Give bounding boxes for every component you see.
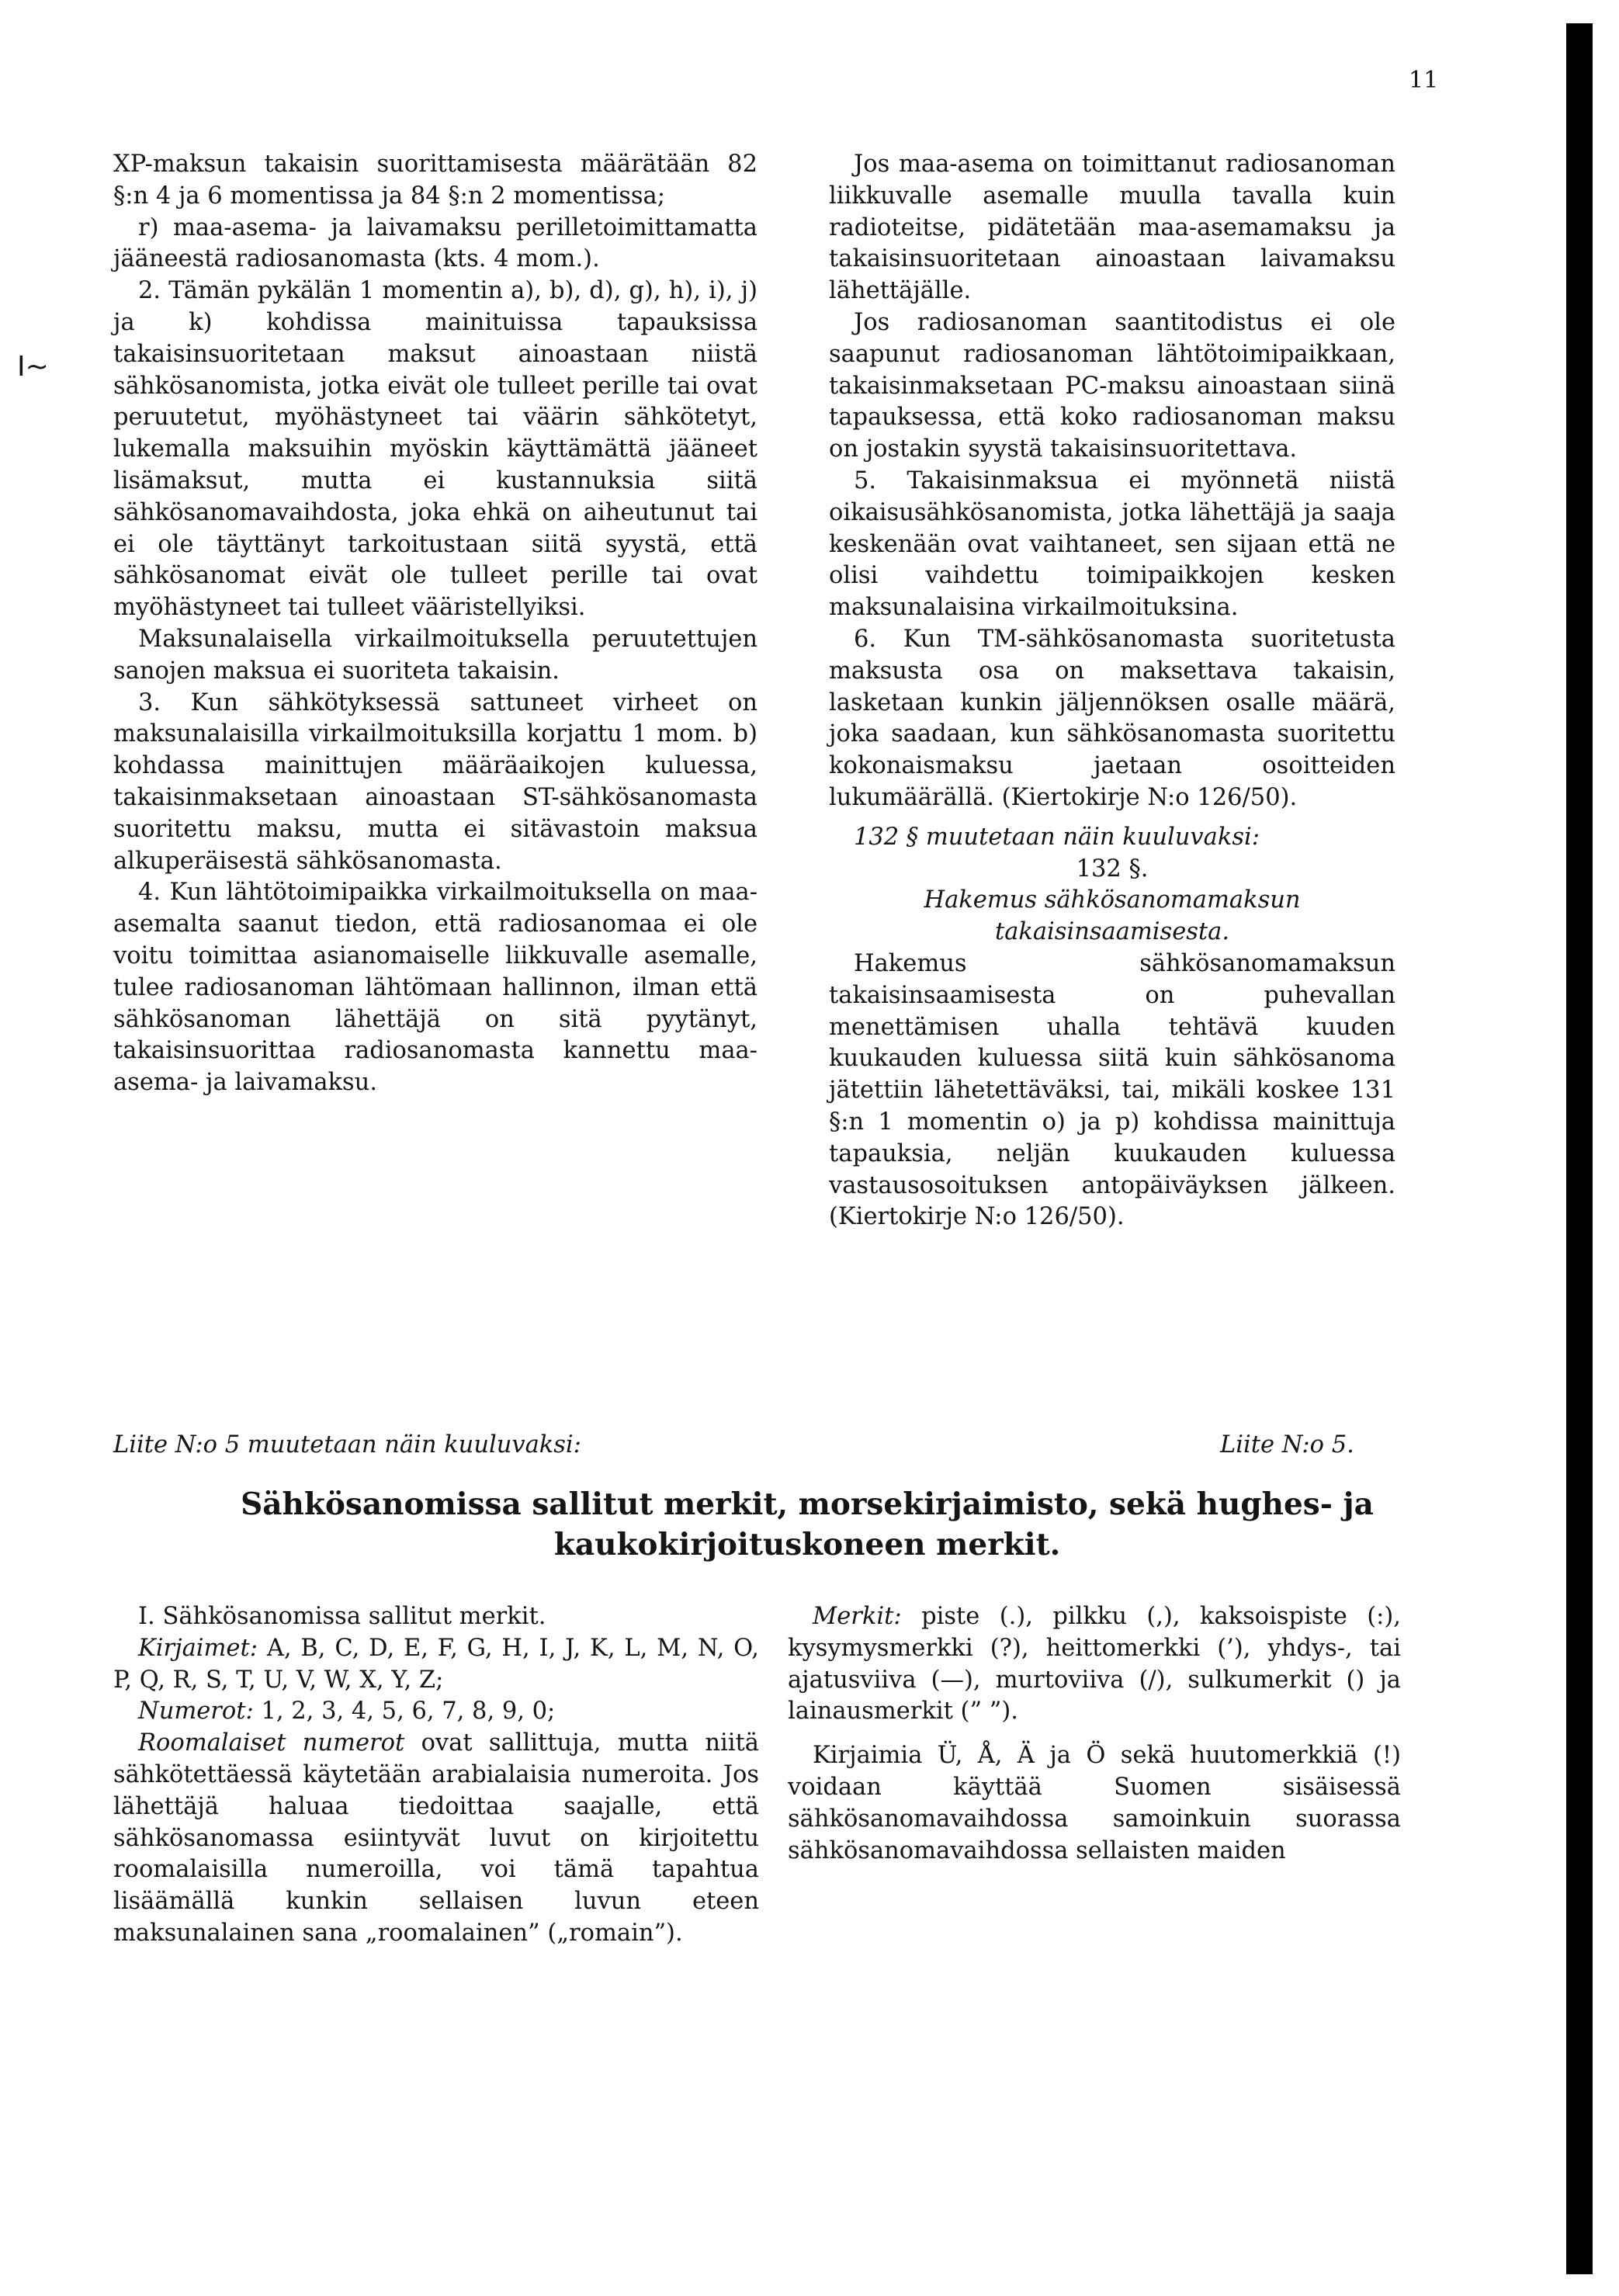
annex-subheading: I. Sähkösanomissa sallitut merkit. xyxy=(138,1603,546,1630)
letters-paragraph xyxy=(113,1633,759,1697)
annex-amendment-note: Liite N:o 5 muutetaan näin kuuluvaksi: xyxy=(113,1431,581,1458)
left-column xyxy=(113,149,757,1099)
right-paragraph-3: 5. Takaisinmaksua ei myönnetä niistä oikaisusähkösanomista, jotka lähettäjä ja saaja keskenään ovat vaihtaneet, sen sijaan että ne olisi vaihdettu toimipaikkojen kesken maksunalaisina virkailmoituksina. xyxy=(829,466,1395,622)
amendment-note: 132 § muutetaan näin kuuluvaksi: xyxy=(854,823,1260,851)
right-paragraph-4: 6. Kun TM-sähkösanomasta suoritetusta maksusta osa on maksettava takaisin, lasketaan kunkin jäljennöksen osalle määrä, joka saadaan, kun sähkösanomasta suoritettu kokonaismaksu jaetaan osoitteiden lukumäärällä. (Kiertokirje N:o 126/50). xyxy=(829,625,1395,811)
scan-edge-bar xyxy=(1566,23,1593,2274)
roman-paragraph xyxy=(113,1728,759,1950)
final-paragraph: Kirjaimia Ü, Å, Ä ja Ö sekä huutomerkkiä (!) voidaan käyttää Suomen sisäisessä sähkösanomavaihdossa samoinkuin suorassa sähkösanomavaihdossa sellaisten maiden xyxy=(788,1742,1401,1864)
annex-title: Sähkösanomissa sallitut merkit, morsekirjaimisto, sekä hughes- ja kaukokirjoituskoneen merkit. xyxy=(241,1486,1374,1562)
right-column xyxy=(829,149,1395,1233)
section-number: 132 §. xyxy=(1076,855,1149,883)
left-paragraph-3: 2. Tämän pykälän 1 momentin a), b), d), g), h), i), j) ja k) kohdissa mainituissa tapauksissa takaisinsuoritetaan maksut ainoastaan niistä sähkösanomista, jotka eivät ole tulleet perille tai ovat peruutetut, myöhästyneet tai väärin sähkötetyt, lukemalla maksuihin myöskin käyttämättä jääneet lisämaksut, mutta ei kustannuksia siitä sähkösanomavaihdosta, joka ehkä on aiheutunut tai ei ole täyttänyt tarkoitustaan siitä syystä, että sähkösanomat eivät ole tulleet perille tai ovat myöhästyneet tai tulleet vääristellyiksi. xyxy=(113,277,757,622)
left-paragraph-5: 3. Kun sähkötyksessä sattuneet virheet on maksunalaisilla virkailmoituksilla korjattu 1 mom. b) kohdassa mainittujen määräaikojen kuluessa, takaisinmaksetaan ainoastaan ST-sähkösanomasta suoritettu maksu, mutta ei sitävastoin maksua alkuperäisestä sähkösanomasta. xyxy=(113,688,757,875)
numbers-label: Numerot: xyxy=(138,1698,254,1725)
margin-mark: I~ xyxy=(17,351,49,383)
roman-text: ovat sallittuja, mutta niitä sähkötettäessä käytetään arabialaisia numeroita. Jos lähettäjä haluaa tiedoittaa saajalle, että sähkösanomassa esiintyvät luvut on kirjoitettu roomalaisilla numeroilla, voi tämä tapahtua lisäämällä kunkin sellaisen luvun eteen maksunalainen sana „roomalainen” („romain”). xyxy=(113,1729,759,1947)
annex-label: Liite N:o 5. xyxy=(1220,1431,1354,1458)
annex-right-column xyxy=(788,1601,1401,1867)
left-paragraph-6: 4. Kun lähtötoimipaikka virkailmoituksella on maa-asemalta saanut tiedon, että radiosanomaa ei ole voitu toimittaa asianomaiselle liikkuvalle asemalle, tulee radiosanoman lähtömaan hallinnon, ilman että sähkösanoman lähettäjä on sitä pyytänyt, takaisinsuorittaa radiosanomasta kannettu maa-asema- ja laivamaksu. xyxy=(113,879,757,1097)
left-paragraph-1: XP-maksun takaisin suorittamisesta määrätään 82 §:n 4 ja 6 momentissa ja 84 §:n 2 momentissa; xyxy=(113,151,757,210)
left-paragraph-2: r) maa-asema- ja laivamaksu perilletoimittamatta jääneestä radiosanomasta (kts. 4 mom.). xyxy=(113,213,757,273)
page-number: 11 xyxy=(1409,67,1439,94)
marks-label: Merkit: xyxy=(813,1603,902,1630)
annex-left-column xyxy=(113,1601,759,1950)
section-title: Hakemus sähkösanomamaksun takaisinsaamisesta. xyxy=(924,886,1301,946)
section-text: Hakemus sähkösanomamaksun takaisinsaamisesta on puhevallan menettämisen uhalla tehtävä kuuden kuukauden kuluessa siitä kuin sähkösanoma jätettiin lähetettäväksi, tai, mikäli koskee 131 §:n 1 momentin o) ja p) kohdissa mainittuja tapauksia, neljän kuukauden kuluessa vastausosoituksen antopäiväyksen jälkeen. (Kiertokirje N:o 126/50). xyxy=(829,949,1395,1231)
letters-label: Kirjaimet: xyxy=(138,1634,258,1662)
right-paragraph-2: Jos radiosanoman saantitodistus ei ole saapunut radiosanoman lähtötoimipaikkaan, takaisinmaksetaan PC-maksu ainoastaan siinä tapauksessa, että koko radiosanoman maksu on jostakin syystä takaisinsuoritettava. xyxy=(829,308,1395,463)
roman-label: Roomalaiset numerot xyxy=(138,1729,405,1757)
numbers-text: 1, 2, 3, 4, 5, 6, 7, 8, 9, 0; xyxy=(261,1698,556,1725)
left-paragraph-4: Maksunalaisella virkailmoituksella peruutettujen sanojen maksua ei suoriteta takaisin. xyxy=(113,625,757,685)
right-paragraph-1: Jos maa-asema on toimittanut radiosanoman liikkuvalle asemalle muulla tavalla kuin radioteitse, pidätetään maa-asemamaksu ja takaisinsuoritetaan ainoastaan laivamaksu lähettäjälle. xyxy=(829,151,1395,305)
numbers-paragraph xyxy=(113,1696,759,1728)
letters-text: A, B, C, D, E, F, G, H, I, J, K, L, M, N, O, P, Q, R, S, T, U, V, W, X, Y, Z; xyxy=(113,1634,759,1694)
marks-paragraph xyxy=(788,1601,1401,1728)
marks-text: piste (.), pilkku (,), kaksoispiste (:), kysymysmerkki (?), heittomerkki (’), yhdys-, tai ajatusviiva (—), murtoviiva (/), sulkumerkit () ja lainausmerkit (” ”). xyxy=(788,1603,1401,1725)
